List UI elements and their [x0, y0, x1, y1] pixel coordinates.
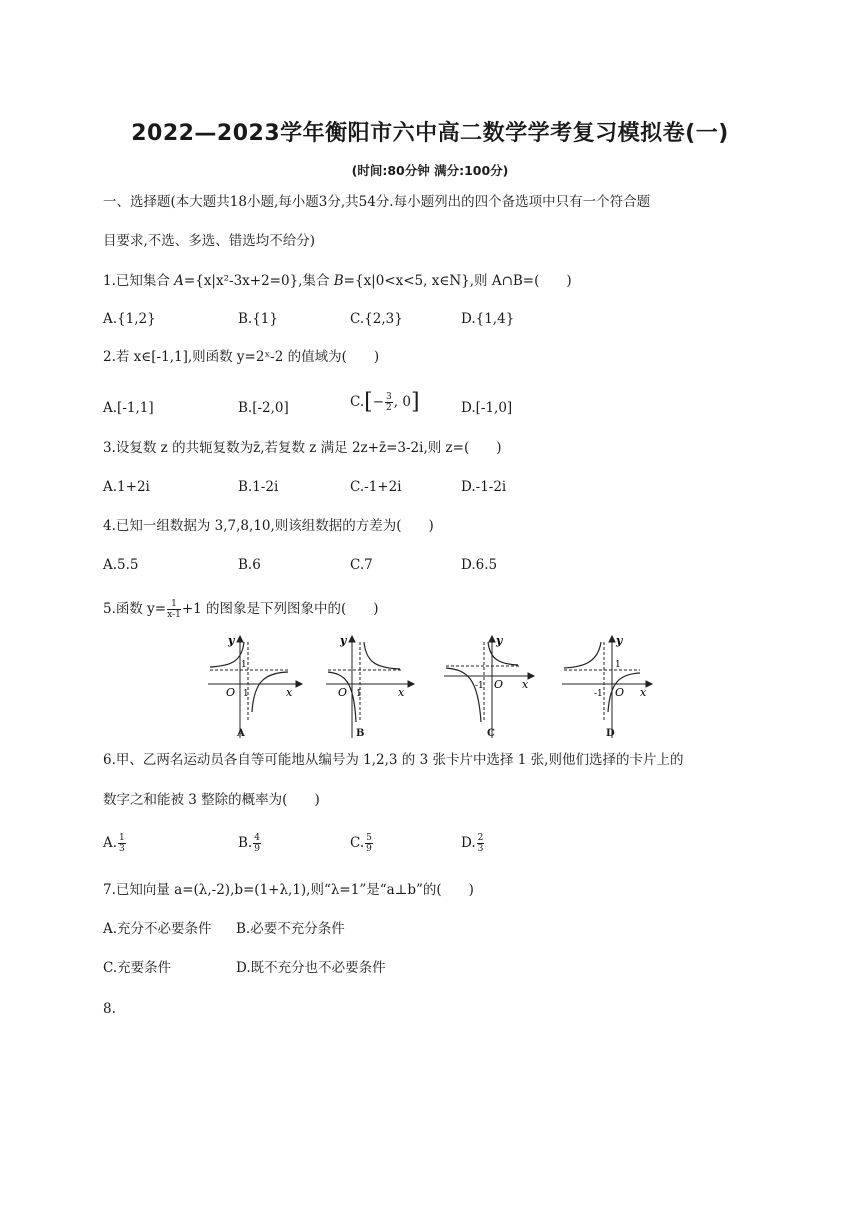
q3-option-b[interactable]: B.1-2i: [238, 479, 279, 495]
graph-b[interactable]: [318, 632, 428, 742]
graph-a-x-label: x: [286, 686, 293, 699]
question-8: 8.: [103, 1001, 116, 1017]
q2-option-c-fraction: [385, 392, 393, 413]
q1-option-b[interactable]: B.{1}: [238, 311, 278, 327]
graph-a-one-y: 1: [241, 660, 247, 670]
question-6-line1: 6.甲、乙两名运动员各自等可能地从编号为 1,2,3 的 3 张卡片中选择 1 张,则他们选择的卡片上的: [103, 752, 684, 768]
q1-cap: A∩B=( ): [491, 273, 572, 289]
q1-set-b: B: [333, 273, 344, 289]
q3-option-a[interactable]: A.1+2i: [103, 479, 150, 495]
q1-option-d[interactable]: D.{1,4}: [461, 311, 515, 327]
fraction-denominator: 9: [366, 844, 372, 854]
question-5: [103, 599, 379, 620]
option-prefix: B.: [238, 835, 253, 851]
graph-d[interactable]: [554, 632, 664, 742]
graph-a-y-label: y: [228, 634, 235, 647]
graph-d-one-y: 1: [615, 660, 621, 670]
graph-b-origin: O: [338, 686, 348, 699]
right-bracket-icon: ]: [410, 389, 420, 415]
question-1: [103, 271, 572, 291]
fraction-denominator: 3: [477, 844, 484, 854]
fraction-numerator: 4: [254, 833, 260, 843]
q7-option-d[interactable]: D.既不充分也不必要条件: [236, 960, 386, 976]
question-7: 7.已知向量 a=(λ,-2),b=(1+λ,1),则“λ=1”是“a⊥b”的( ): [103, 882, 474, 898]
option-prefix: A.: [103, 835, 118, 851]
page-title: 2022—2023学年衡阳市六中高二数学学考复习模拟卷(一): [131, 121, 729, 146]
graph-a[interactable]: [200, 632, 310, 742]
option-fraction: [365, 833, 373, 854]
q2-option-c[interactable]: C.[− $\frac{3}{2}$ , 0]: [350, 389, 420, 415]
q2-option-d[interactable]: D.[-1,0]: [461, 400, 513, 416]
question-4: 4.已知一组数据为 3,7,8,10,则该组数据的方差为( ): [103, 518, 434, 534]
fraction-numerator: 5: [366, 833, 372, 843]
q1-option-c[interactable]: C.{2,3}: [350, 311, 403, 327]
q6-option-c[interactable]: [350, 833, 374, 854]
graph-label-a: A: [237, 728, 245, 739]
graph-c[interactable]: [436, 632, 546, 742]
q1-set-a: A: [174, 273, 184, 289]
q4-option-c[interactable]: C.7: [350, 557, 373, 573]
graph-label-d: D: [606, 728, 615, 739]
graph-a-one-x: 1: [243, 689, 249, 699]
q2-option-a[interactable]: A.[-1,1]: [103, 400, 154, 416]
graph-b-y-label: y: [340, 634, 347, 647]
graph-label-b: B: [356, 728, 365, 739]
graph-c-origin: O: [494, 678, 504, 691]
page-subtitle: (时间:80分钟 满分:100分): [351, 163, 509, 178]
question-6-line2: 数字之和能被 3 整除的概率为( ): [103, 792, 320, 808]
fraction-denominator: 3: [119, 844, 125, 854]
fraction-denominator: x-1: [167, 610, 181, 620]
q2-option-c-prefix: C.: [350, 394, 365, 410]
q5-pre: 5.函数 y=: [103, 601, 167, 617]
q6-option-a[interactable]: [103, 833, 127, 854]
q3-option-c[interactable]: C.-1+2i: [350, 479, 402, 495]
graph-c-y-label: y: [496, 634, 503, 647]
option-prefix: D.: [461, 835, 476, 851]
graph-b-x-label: x: [398, 686, 405, 699]
graph-b-one-x: 1: [356, 689, 362, 699]
left-bracket-icon: [: [364, 389, 373, 415]
q3-option-d[interactable]: D.-1-2i: [461, 479, 507, 495]
q1-set1: ={x|x²-3x+2=0},集合: [183, 273, 334, 289]
question-3: 3.设复数 z 的共轭复数为z̄,若复数 z 满足 2z+z̄=3-2i,则 z=( ): [103, 440, 502, 456]
graph-d-origin: O: [615, 686, 625, 699]
q6-option-d[interactable]: [461, 833, 485, 854]
fraction-numerator: 1: [119, 833, 125, 843]
graph-c-x-label: x: [522, 678, 529, 691]
option-fraction: [118, 833, 126, 854]
option-fraction: [477, 833, 485, 854]
q1-option-a[interactable]: A.{1,2}: [103, 311, 156, 327]
q5-post: +1 的图象是下列图象中的( ): [181, 601, 379, 617]
q2-option-b[interactable]: B.[-2,0]: [238, 400, 289, 416]
fraction-denominator: 9: [254, 844, 260, 854]
q1-pre: 1.已知集合: [103, 273, 175, 289]
graph-a-origin: O: [226, 686, 236, 699]
q4-option-b[interactable]: B.6: [238, 557, 261, 573]
q7-option-c[interactable]: C.充要条件: [103, 960, 172, 976]
graph-d-neg-one: -1: [594, 689, 603, 699]
q5-graphs: [200, 632, 660, 742]
option-fraction: [253, 833, 261, 854]
section-heading-line2: 目要求,不选、多选、错选均不给分): [103, 233, 316, 249]
q1-set2: ={x|0<x<5, x∈N},则: [343, 273, 492, 289]
q2-option-c-rest: , 0: [393, 394, 411, 410]
q6-option-b[interactable]: [238, 833, 262, 854]
option-prefix: C.: [350, 835, 365, 851]
graph-label-c: C: [487, 728, 495, 739]
q7-option-b[interactable]: B.必要不充分条件: [236, 921, 345, 937]
fraction-numerator: 2: [477, 833, 484, 843]
question-2: 2.若 x∈[-1,1],则函数 y=2ˣ-2 的值域为( ): [103, 349, 380, 365]
q4-option-a[interactable]: A.5.5: [103, 557, 139, 573]
graph-d-y-label: y: [616, 634, 623, 647]
q7-option-a[interactable]: A.充分不必要条件: [103, 921, 212, 937]
q4-option-d[interactable]: D.6.5: [461, 557, 498, 573]
section-heading-line1: 一、选择题(本大题共18小题,每小题3分,共54分.每小题列出的四个备选项中只有一个符合题: [103, 194, 651, 210]
graph-d-x-label: x: [640, 686, 647, 699]
graph-c-neg-one: -1: [475, 681, 484, 691]
fraction-denominator: 2: [386, 403, 392, 413]
fraction-numerator: 1: [167, 599, 181, 610]
fraction-numerator: 3: [386, 392, 392, 402]
q5-fraction: [167, 599, 181, 620]
